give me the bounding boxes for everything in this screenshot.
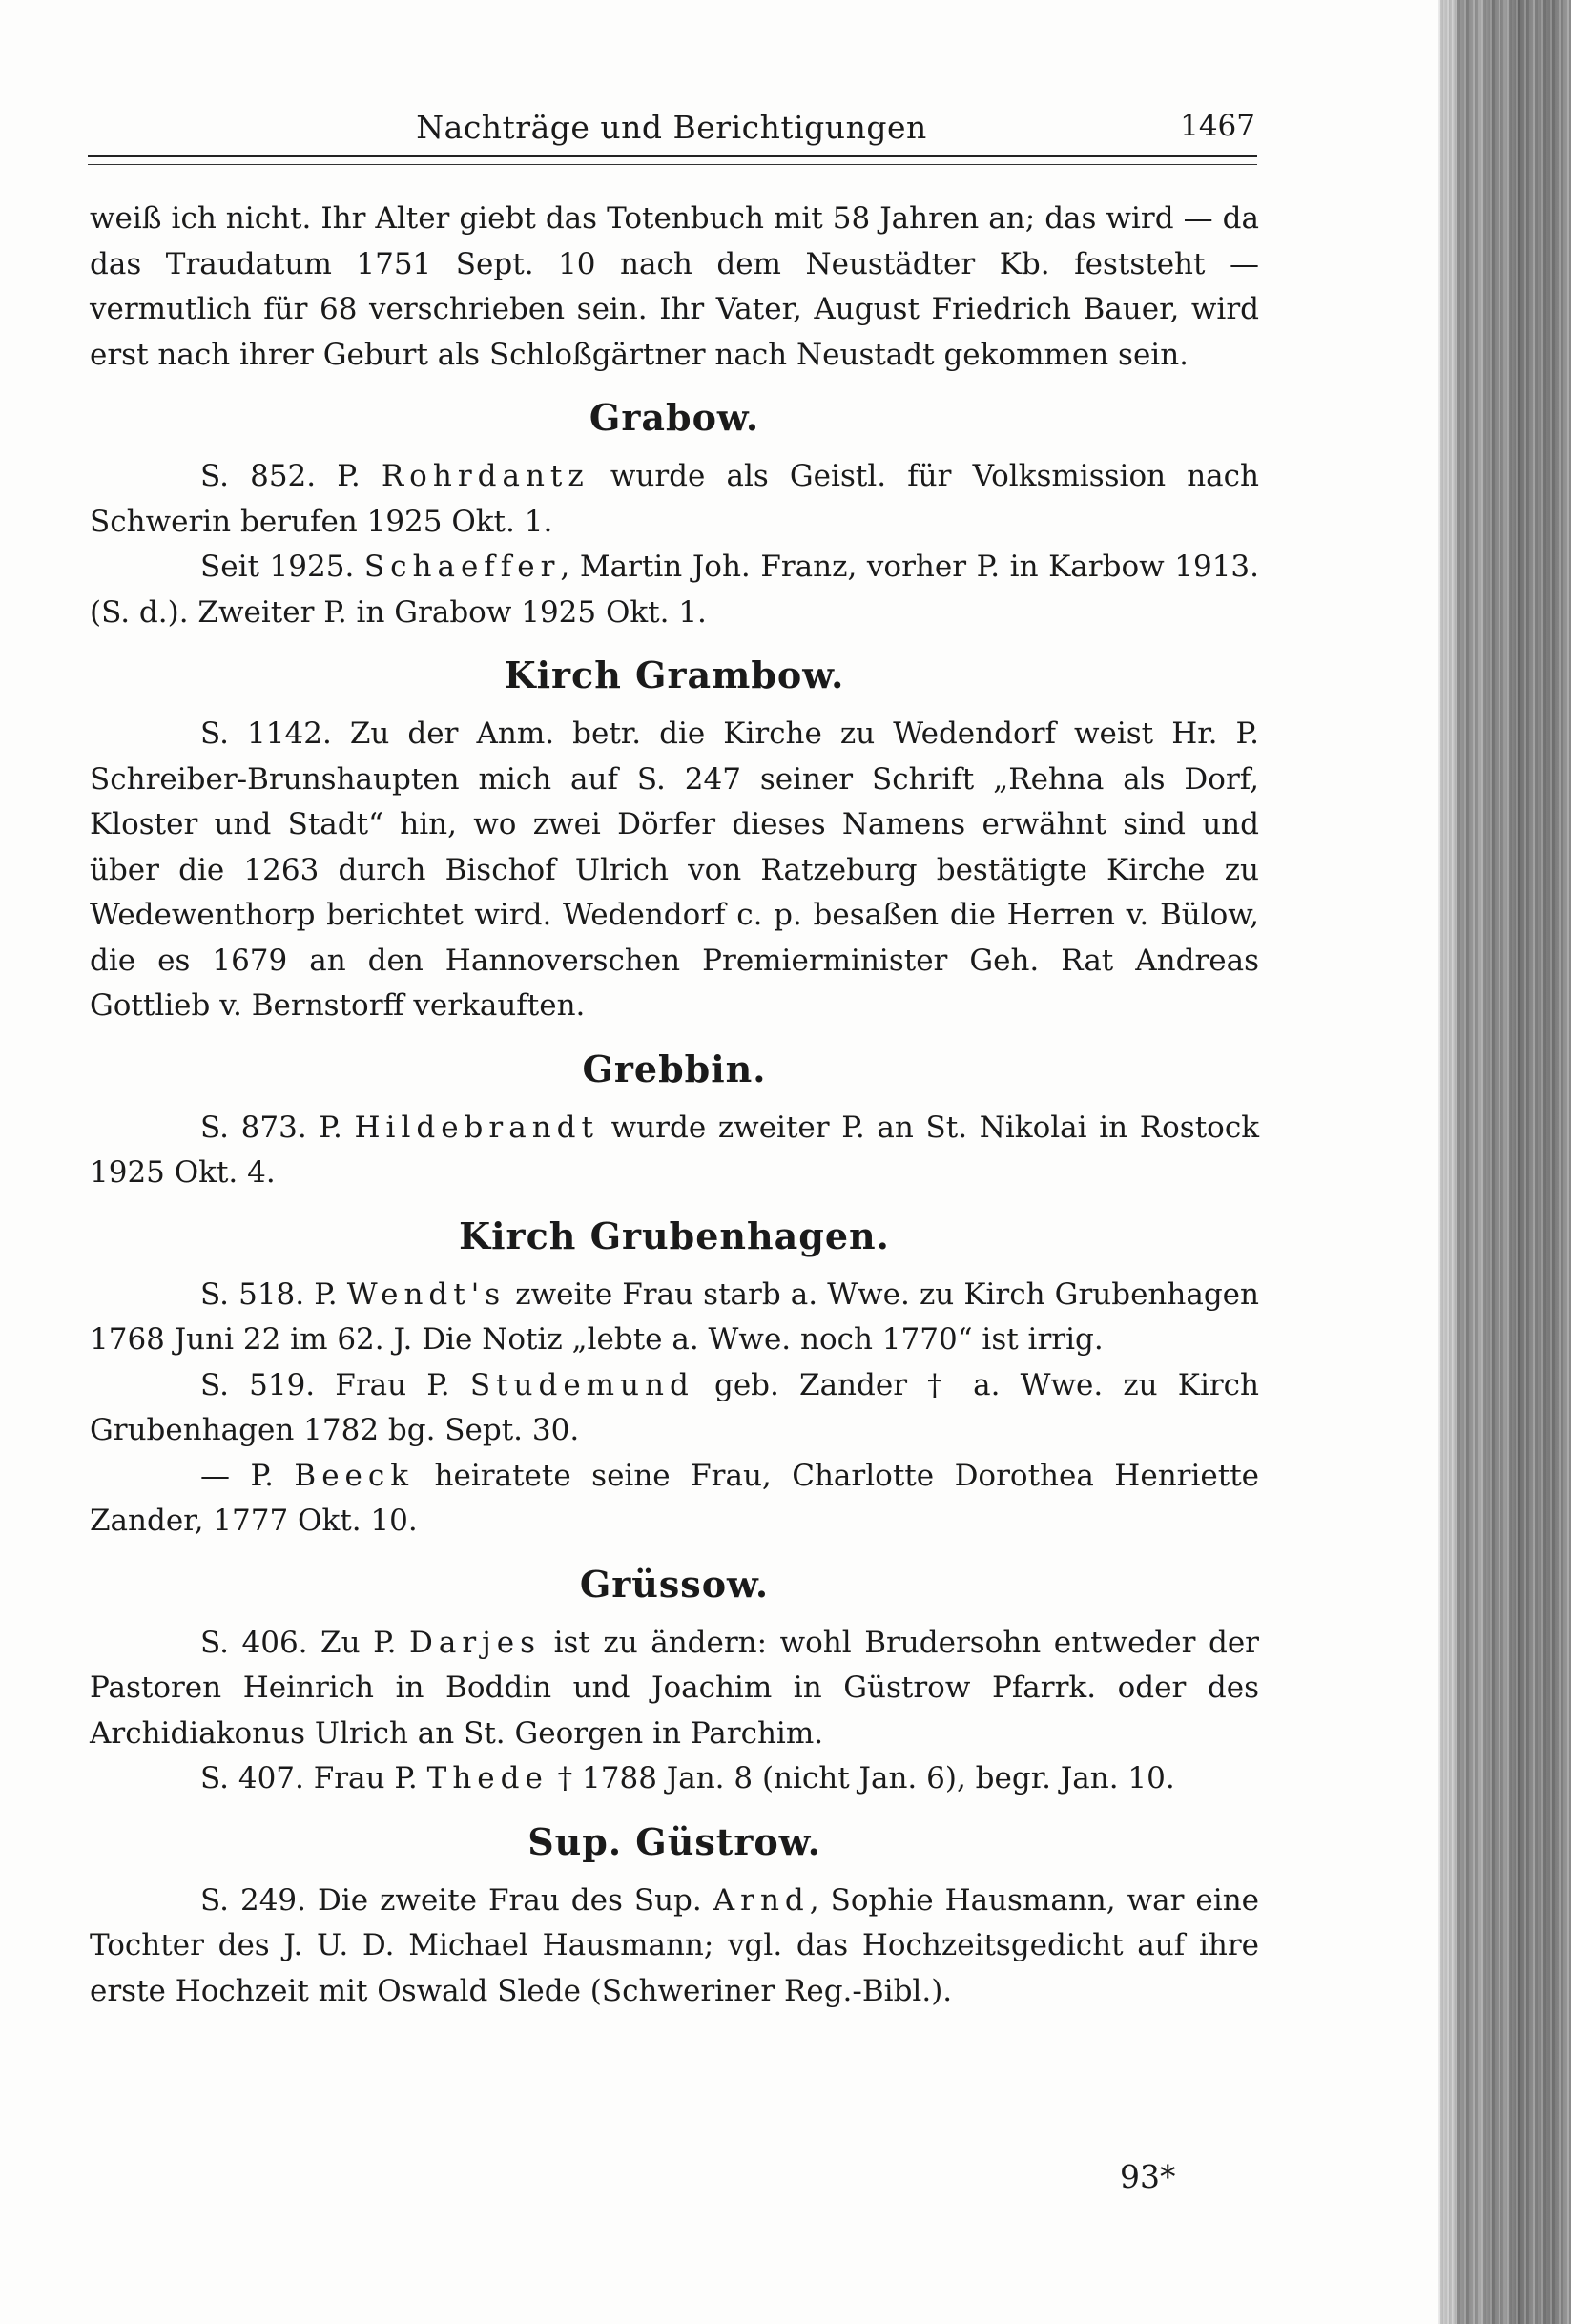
paragraph-text: wurde zweiter P. an St. Nikolai in Rostock 1925 Okt. 4. [90,1110,1259,1190]
paragraph [90,1454,1259,1545]
paragraph [90,712,1259,1029]
paragraph-text: S. 407. Frau P. [200,1761,427,1795]
book-edge [1438,0,1571,2324]
paragraph-text: , Sophie Hausmann, war eine Tochter des J. U. D. Michael Hausmann; vgl. das Hochzeitsgedicht auf ihre erste Hochzeit mit Oswald Slede (Schweriner Reg.-Bibl.). [90,1882,1259,2008]
paragraph-text: S. 873. P. [200,1110,355,1145]
paragraph-text: heiratete seine Frau, Charlotte Dorothea Henriette Zander, 1777 Okt. 10. [90,1458,1259,1538]
paragraph-text: S. 518. P. [200,1276,347,1312]
paragraph-text: ist zu ändern: wohl Brudersohn entweder der Pastoren Heinrich in Boddin und Joachim in Güstrow Pfarrk. oder des Archidiakonus Ulrich an St. Georgen in Parchim. [90,1625,1259,1751]
page-number: 1467 [1180,109,1255,143]
section-heading-kirch-grambow: Kirch Grambow. [504,654,845,696]
paragraph [90,1756,1259,1802]
paragraph [90,1878,1259,2015]
section-heading-sup-guestrow: Sup. Güstrow. [527,1819,821,1863]
signature-mark: 93* [1120,2158,1176,2195]
section-heading-gruessow: Grüssow. [579,1562,770,1606]
paragraph-text: † 1788 Jan. 8 (nicht Jan. 6), begr. Jan. 10. [548,1761,1175,1795]
person-name: Studemund [469,1367,694,1402]
paragraph-text: zweite Frau starb a. Wwe. zu Kirch Grubenhagen 1768 Juni 22 im 62. J. Die Notiz „lebte a. Wwe. noch 1770“ ist irrig. [90,1276,1259,1357]
running-title: Nachträge und Berichtigungen [416,109,927,146]
person-name: Rohrdantz [381,459,589,493]
paragraph [90,454,1259,545]
header-rule-thick [88,155,1257,157]
paragraph-text: wurde als Geistl. für Volksmission nach Schwerin berufen 1925 Okt. 1. [90,459,1259,539]
paragraph-text: geb. Zander † a. Wwe. zu Kirch Grubenhagen 1782 bg. Sept. 30. [90,1367,1259,1447]
paragraph-text: Seit 1925. [200,550,364,584]
paragraph-text: — P. [200,1458,295,1493]
running-header [88,105,1255,151]
paragraph [90,1621,1259,1757]
paragraph [90,1273,1259,1363]
header-rule-thin [88,164,1257,165]
page-body [90,197,1259,2014]
person-name: Thede [426,1761,548,1795]
person-name: Wendt's [346,1276,506,1312]
intro-paragraph: weiß ich nicht. Ihr Alter giebt das Totenbuch mit 58 Jahren an; das wird — da das Traudatum 1751 Sept. 10 nach dem Neustädter Kb. feststeht — vermutlich für 68 verschrieben sein. Ihr Vater, August Friedrich Bauer, wird erst nach ihrer Geburt als Schloßgärtner nach Neustadt gekommen sein. [90,201,1259,372]
paragraph-text: S. 249. Die zweite Frau des Sup. [200,1882,713,1918]
person-name: Darjes [409,1625,542,1660]
paragraph-text: , Martin Joh. Franz, vorher P. in Karbow 1913. (S. d.). Zweiter P. in Grabow 1925 Okt. 1. [90,550,1259,630]
paragraph-text: S. 406. Zu P. [200,1625,410,1660]
person-name: Beeck [294,1458,415,1493]
paragraph [90,1363,1259,1454]
person-name: Schaeffer [363,550,561,584]
paragraph-text: S. 519. Frau P. [200,1367,470,1402]
section-heading-kirch-grubenhagen: Kirch Grubenhagen. [459,1214,890,1257]
paragraph [90,545,1259,635]
paragraph [90,1106,1259,1196]
paragraph-text: S. 852. P. [200,459,382,493]
person-name: Hildebrandt [354,1110,599,1145]
paragraph-text: S. 1142. Zu der Anm. betr. die Kirche zu Wedendorf weist Hr. P. Schreiber-Brunshaupten mich auf S. 247 seiner Schrift „Rehna als Dorf, Kloster und Stadt“ hin, wo zwei Dörfer dieses Namens erwähnt sind und über die 1263 durch Bischof Ulrich von Ratzeburg bestätigte Kirche zu Wedewenthorp berichtet wird. Wedendorf c. p. besaßen die Herren v. Bülow, die es 1679 an den Hannoverschen Premierminister Geh. Rat Andreas Gottlieb v. Bernstorff verkauften. [90,716,1259,1023]
section-heading-grabow: Grabow. [589,396,760,439]
section-heading-grebbin: Grebbin. [582,1047,767,1090]
person-name: Arnd [713,1882,810,1918]
